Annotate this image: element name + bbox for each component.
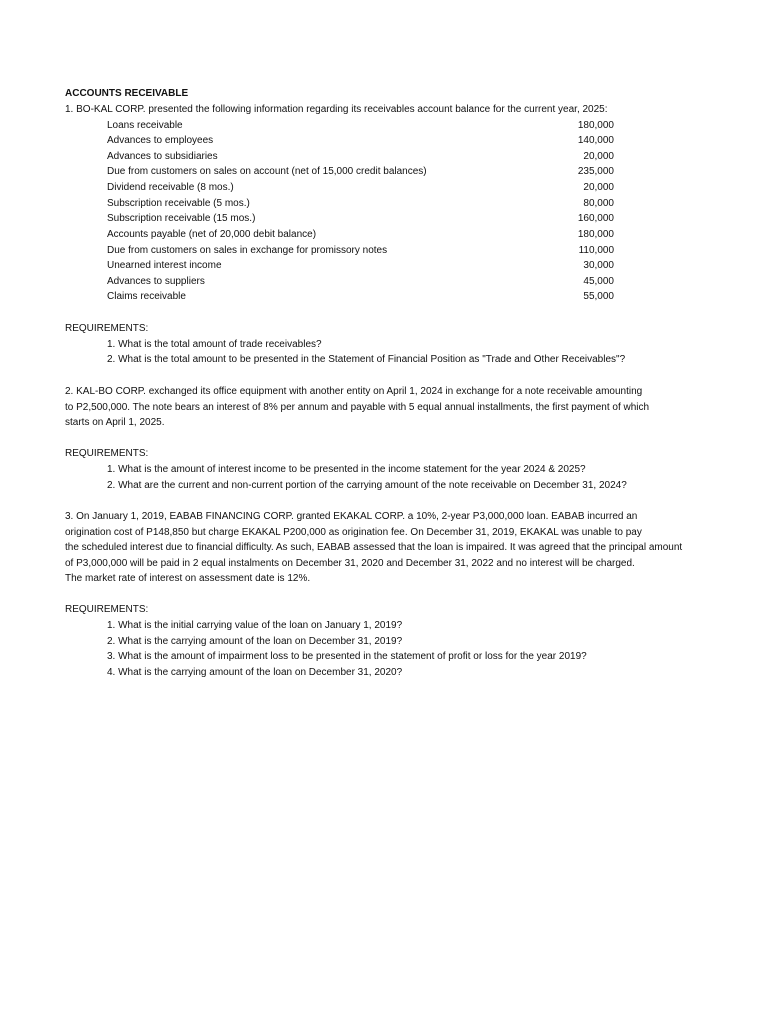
receivable-row — [107, 290, 614, 305]
receivable-row — [107, 197, 614, 212]
receivable-row — [107, 150, 614, 165]
requirement-item: 2. What are the current and non-current portion of the carrying amount of the note receivable on December 31, 2024? — [107, 480, 627, 491]
receivable-label: Due from customers on sales on account (net of 15,000 credit balances) — [107, 166, 427, 177]
receivable-label: Advances to employees — [107, 135, 214, 146]
problem2-line: 2. KAL-BO CORP. exchanged its office equipment with another entity on April 1, 2024 in exchange for a note receivable amounting — [65, 386, 643, 397]
receivable-amount: 80,000 — [583, 198, 614, 209]
receivable-amount: 20,000 — [583, 182, 614, 193]
receivable-label: Advances to suppliers — [107, 276, 205, 287]
requirement-item: 2. What is the carrying amount of the loan on December 31, 2019? — [107, 636, 403, 647]
receivable-row — [107, 119, 614, 134]
requirement-item: 1. What is the amount of interest income to be presented in the income statement for the year 2024 & 2025? — [107, 464, 586, 475]
receivable-label: Dividend receivable (8 mos.) — [107, 182, 234, 193]
receivable-amount: 160,000 — [577, 213, 614, 224]
receivable-amount: 30,000 — [583, 260, 614, 271]
receivable-amount: 180,000 — [577, 229, 614, 240]
receivable-row — [107, 275, 614, 290]
problem3-line: 3. On January 1, 2019, EABAB FINANCING CORP. granted EKAKAL CORP. a 10%, 2-year P3,000,000 loan. EABAB incurred an — [65, 511, 638, 522]
requirements-heading: REQUIREMENTS: — [65, 448, 149, 459]
receivable-row — [107, 134, 614, 149]
requirement-item: 1. What is the initial carrying value of the loan on January 1, 2019? — [107, 620, 403, 631]
receivable-amount: 20,000 — [583, 151, 614, 162]
receivable-label: Accounts payable (net of 20,000 debit balance) — [107, 229, 317, 240]
receivable-amount: 180,000 — [577, 120, 614, 131]
problem3-line: the scheduled interest due to financial difficulty. As such, EABAB assessed that the loan is impaired. It was agreed that the principal amount — [65, 542, 683, 553]
receivable-label: Due from customers on sales in exchange for promissory notes — [107, 245, 388, 256]
receivable-amount: 55,000 — [583, 291, 614, 302]
receivable-row — [107, 165, 614, 180]
receivable-row — [107, 212, 614, 227]
receivable-label: Subscription receivable (5 mos.) — [107, 198, 250, 209]
receivable-label: Subscription receivable (15 mos.) — [107, 213, 256, 224]
problem3-line: of P3,000,000 will be paid in 2 equal instalments on December 31, 2020 and December 31, 2022 and no interest will be charged. — [65, 558, 635, 569]
receivable-label: Loans receivable — [107, 120, 183, 131]
receivable-amount: 140,000 — [577, 135, 614, 146]
requirement-item: 1. What is the total amount of trade receivables? — [107, 339, 322, 350]
problem2-line: to P2,500,000. The note bears an interest of 8% per annum and payable with 5 equal annual installments, the first payment of which — [65, 402, 650, 413]
problem1-intro: 1. BO-KAL CORP. presented the following information regarding its receivables account balance for the current year, 2025: — [65, 104, 608, 115]
problem2-line: starts on April 1, 2025. — [65, 417, 165, 428]
requirements-heading: REQUIREMENTS: — [65, 323, 149, 334]
receivable-amount: 235,000 — [577, 166, 614, 177]
receivable-label: Advances to subsidiaries — [107, 151, 218, 162]
requirements-heading: REQUIREMENTS: — [65, 604, 149, 615]
receivable-row — [107, 181, 614, 196]
problem3-line: origination cost of P148,850 but charge EKAKAL P200,000 as origination fee. On December 31, 2019, EKAKAL was unable to pay — [65, 527, 642, 538]
page-title: ACCOUNTS RECEIVABLE — [65, 88, 189, 99]
receivable-row — [107, 244, 614, 259]
receivable-row — [107, 228, 614, 243]
receivable-row — [107, 259, 614, 274]
requirement-item: 3. What is the amount of impairment loss to be presented in the statement of profit or loss for the year 2019? — [107, 651, 587, 662]
requirement-item: 4. What is the carrying amount of the loan on December 31, 2020? — [107, 667, 403, 678]
receivable-amount: 45,000 — [583, 276, 614, 287]
receivable-label: Claims receivable — [107, 291, 186, 302]
requirement-item: 2. What is the total amount to be presented in the Statement of Financial Position as "Trade and Other Receivables"? — [107, 354, 626, 365]
problem3-line: The market rate of interest on assessment date is 12%. — [65, 573, 311, 584]
receivable-amount: 110,000 — [578, 245, 614, 256]
receivable-label: Unearned interest income — [107, 260, 222, 271]
